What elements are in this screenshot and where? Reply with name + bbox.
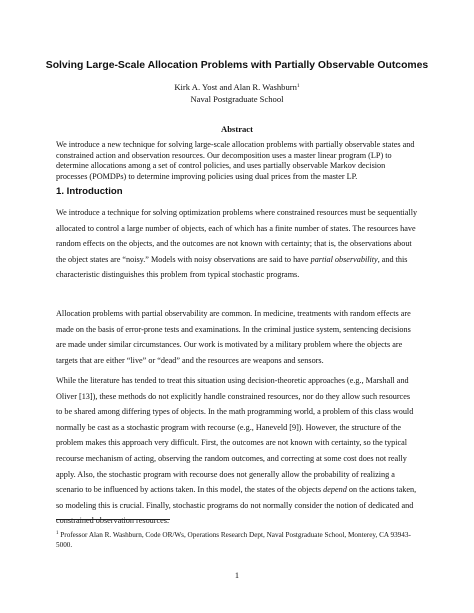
footnote-text: Professor Alan R. Washburn, Code OR/Ws, Operations Research Dept, Naval Postgraduate School, Monterey, CA 93943-5000. xyxy=(56,531,411,550)
abstract-text: We introduce a new technique for solving large-scale allocation problems with partially observable states and constrained action and observation resources. Our decomposition uses a master linear program (LP) to determine allocations among a set of control policies, and uses partially observable Markov decision processes (POMDPs) to determine improving policies using dual prices from the master LP. xyxy=(56,140,415,181)
intro-p3-text-b: on the actions taken, so modeling this is crucial. Finally, stochastic programs do not normally consider the notion of dedicated and constrained observation resources. xyxy=(56,485,417,526)
footnote-mark: 1 xyxy=(56,531,59,536)
section-heading-introduction: 1. Introduction xyxy=(56,186,123,197)
footnote xyxy=(56,529,418,550)
affiliation: Naval Postgraduate School xyxy=(190,93,284,104)
intro-p1-text-b: , and this characteristic distinguishes this problem from typical stochastic programs. xyxy=(56,254,408,280)
intro-p3-italic: depend xyxy=(323,485,347,495)
intro-paragraph-3 xyxy=(56,373,418,529)
author-footnote-mark: 1 xyxy=(296,83,300,89)
page-number: 1 xyxy=(234,571,240,580)
intro-paragraph-2: Allocation problems with partial observability are common. In medicine, treatments with random effects are made on the basis of error-prone tests and examinations. In the criminal justice system, sentencing decisions are made under similar circumstances. Our work is motivated by a military problem where the objects are targets that are either “live” or “dead” and the resources are weapons and sensors. xyxy=(56,309,411,365)
intro-p1-text-a: We introduce a technique for solving optimization problems where constrained resources must be sequentially allocated to control a large number of objects, each of which has a finite number of states. The resources have random effects on the objects, and the outcomes are not known with certainty; that is, the observations about the object states are “noisy.” Models with noisy observations are said to have xyxy=(56,208,418,264)
intro-p1-italic: partial observability xyxy=(310,254,378,264)
intro-paragraph-1 xyxy=(56,205,418,283)
footnote-divider xyxy=(56,519,170,520)
author-block xyxy=(40,81,434,105)
abstract-heading: Abstract xyxy=(221,124,253,134)
author-names: Kirk A. Yost and Alan R. Washburn xyxy=(174,82,297,92)
paper-title: Solving Large-Scale Allocation Problems with Partially Observable Outcomes xyxy=(45,60,429,71)
author-line xyxy=(40,81,434,94)
intro-p3-text-a: While the literature has tended to treat this situation using decision-theoretic approaches (e.g., Marshall and Oliver [13]), these methods do not explicitly handle constrained resources, nor do they allow such resources to be shared among differing types of objects. In the math programming world, a problem of this class would normally be cast as a stochastic program with recourse (e.g., Haneveld [9]). However, the structure of the problem makes this approach very difficult. First, the outcomes are not known with certainty, so the typical recourse mechanism of acting, observing the random outcomes, and correcting at some cost does not really apply. Also, the stochastic program with recourse does not generally allow the probability of realizing a scenario to be influenced by actions taken. In this model, the states of the objects xyxy=(56,376,414,495)
